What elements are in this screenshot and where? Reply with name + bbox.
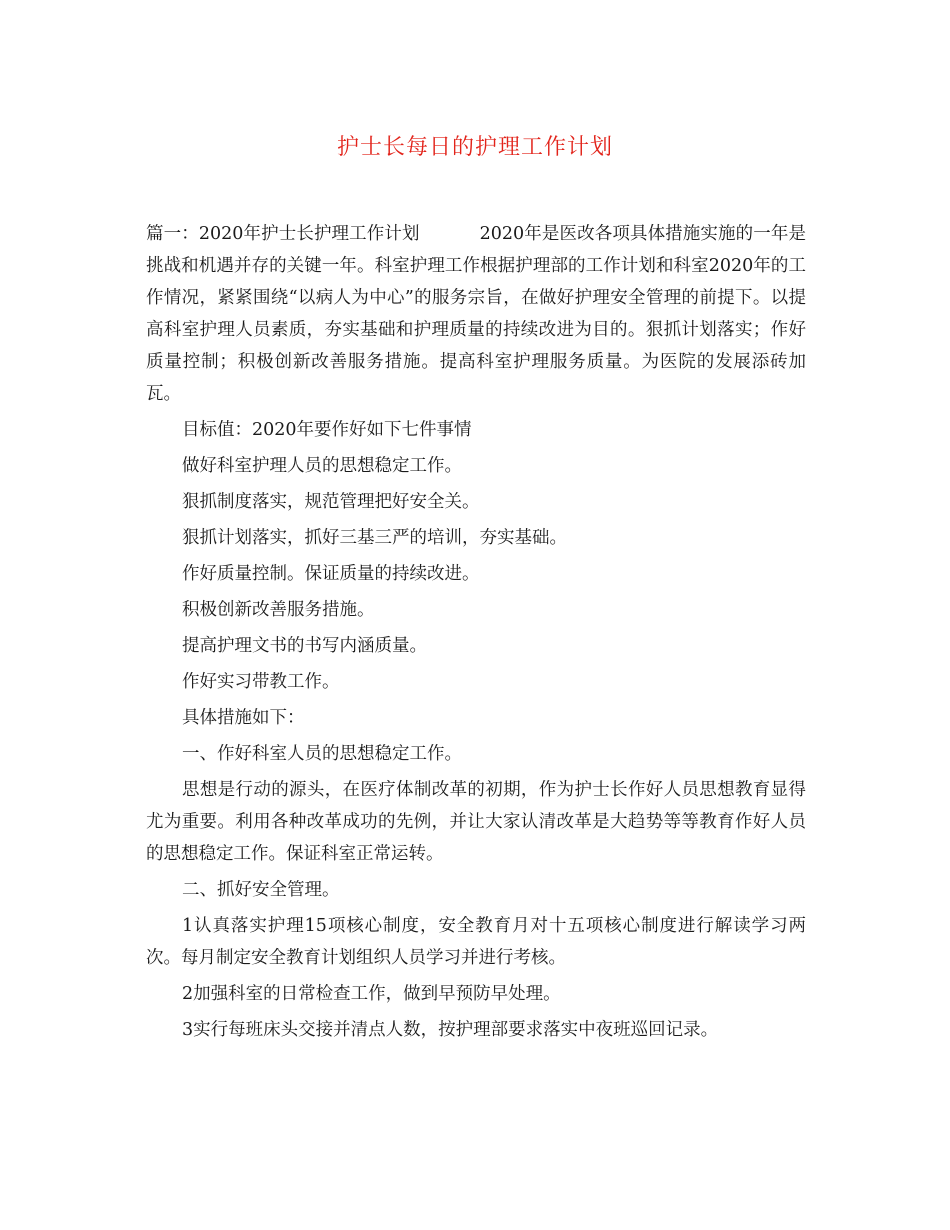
body-paragraph: 2加强科室的日常检查工作，做到早预防早处理。 (182, 984, 561, 1004)
document-body (146, 218, 806, 1050)
goal-item: 积极创新改善服务措施。 (182, 600, 375, 620)
goal-item: 狠抓计划落实，抓好三基三严的培训，夯实基础。 (182, 528, 567, 548)
body-paragraph: 思想是行动的源头，在医疗体制改革的初期，作为护士长作好人员思想教育显得尤为重要。利用各种改革成功的先例，并让大家认清改革是大趋势等等教育作好人员的思想稳定工作。保证科室正常运转。 (146, 780, 806, 864)
intro-text: 2020年是医改各项具体措施实施的一年是挑战和机遇并存的关键一年。科室护理工作根据护理部的工作计划和科室2020年的工作情况，紧紧围绕“以病人为中心”的服务宗旨，在做好护理安全管理的前提下。以提高科室护理人员素质，夯实基础和护理质量的持续改进为目的。狠抓计划落实；作好质量控制；积极创新改善服务措施。提高科室护理服务质量。为医院的发展添砖加瓦。 (146, 224, 806, 404)
goal-item: 作好实习带教工作。 (182, 672, 340, 692)
goal-heading: 目标值：2020年要作好如下七件事情 (182, 420, 472, 440)
goal-item: 作好质量控制。保证质量的持续改进。 (182, 564, 480, 584)
section-heading: 二、抓好安全管理。 (182, 880, 340, 900)
goal-item: 做好科室护理人员的思想稳定工作。 (182, 456, 462, 476)
measures-heading: 具体措施如下： (182, 708, 305, 728)
body-paragraph: 1认真落实护理15项核心制度，安全教育月对十五项核心制度进行解读学习两次。每月制定安全教育计划组织人员学习并进行考核。 (146, 916, 806, 968)
section-heading: 一、作好科室人员的思想稳定工作。 (182, 744, 462, 764)
goal-item: 提高护理文书的书写内涵质量。 (182, 636, 427, 656)
body-paragraph: 3实行每班床头交接并清点人数，按护理部要求落实中夜班巡回记录。 (182, 1020, 719, 1040)
intro-heading: 篇一：2020年护士长护理工作计划 (146, 224, 420, 244)
intro-paragraph (146, 218, 806, 410)
goal-item: 狠抓制度落实，规范管理把好安全关。 (182, 492, 480, 512)
document-title: 护士长每日的护理工作计划 (336, 135, 613, 160)
